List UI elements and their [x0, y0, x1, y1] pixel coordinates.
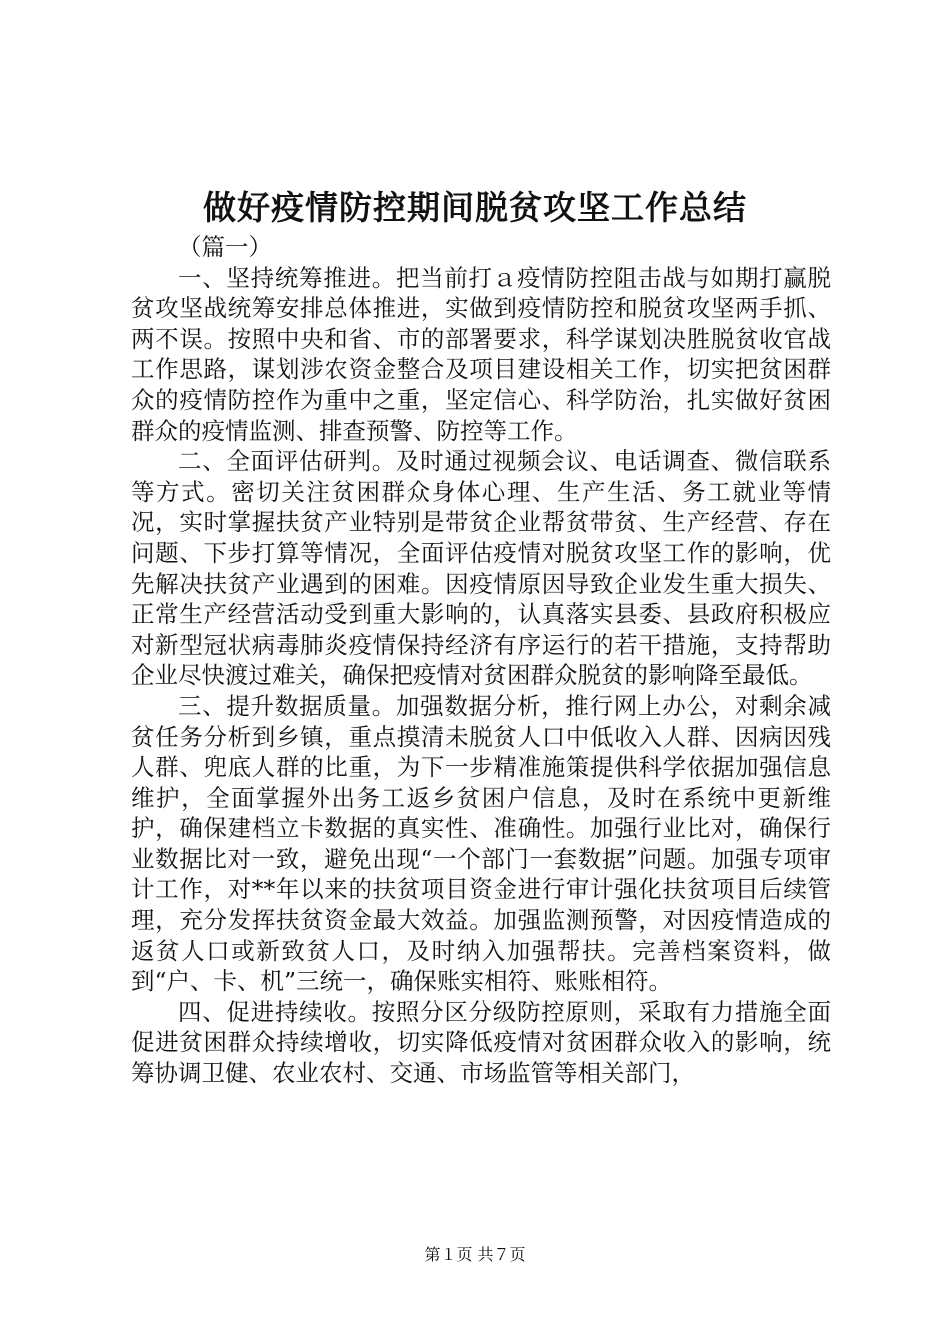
page-footer: 第１页 共７页	[424, 1245, 526, 1264]
document-title: 做好疫情防控期间脱贫攻坚工作总结	[203, 188, 747, 227]
document-body	[131, 232, 831, 1089]
paragraph-4: 四、促进持续收。按照分区分级防控原则，采取有力措施全面促进贫困群众持续增收，切实降低疫情对贫困群众收入的影响，统筹协调卫健、农业农村、交通、市场监管等相关部门，	[131, 997, 831, 1088]
paragraph-1: 一、坚持统筹推进。把当前打ａ疫情防控阻击战与如期打赢脱贫攻坚战统筹安排总体推进，实做到疫情防控和脱贫攻坚两手抓、两不误。按照中央和省、市的部署要求，科学谋划决胜脱贫收官战工作思路，谋划涉农资金整合及项目建设相关工作，切实把贫困群众的疫情防控作为重中之重，坚定信心、科学防治，扎实做好贫困群众的疫情监测、排查预警、防控等工作。	[131, 263, 831, 445]
section-label: （篇一）	[178, 233, 272, 261]
paragraph-3: 三、提升数据质量。加强数据分析，推行网上办公，对剩余减贫任务分析到乡镇，重点摸清未脱贫人口中低收入人群、因病因残人群、兜底人群的比重，为下一步精准施策提供科学依据加强信息维护，全面掌握外出务工返乡贫困户信息，及时在系统中更新维护，确保建档立卡数据的真实性、准确性。加强行业比对，确保行业数据比对一致，避免出现“一个部门一套数据”问题。加强专项审计工作，对**年以来的扶贫项目资金进行审计强化扶贫项目后续管理，充分发挥扶贫资金最大效益。加强监测预警，对因疫情造成的返贫人口或新致贫人口，及时纳入加强帮扶。完善档案资料，做到“户、卡、机”三统一，确保账实相符、账账相符。	[131, 691, 831, 996]
paragraph-2: 二、全面评估研判。及时通过视频会议、电话调查、微信联系等方式。密切关注贫困群众身体心理、生产生活、务工就业等情况，实时掌握扶贫产业特别是带贫企业帮贫带贫、生产经营、存在问题、下步打算等情况，全面评估疫情对脱贫攻坚工作的影响，优先解决扶贫产业遇到的困难。因疫情原因导致企业发生重大损失、正常生产经营活动受到重大影响的，认真落实县委、县政府积极应对新型冠状病毒肺炎疫情保持经济有序运行的若干措施，支持帮助企业尽快渡过难关，确保把疫情对贫困群众脱贫的影响降至最低。	[131, 447, 831, 690]
